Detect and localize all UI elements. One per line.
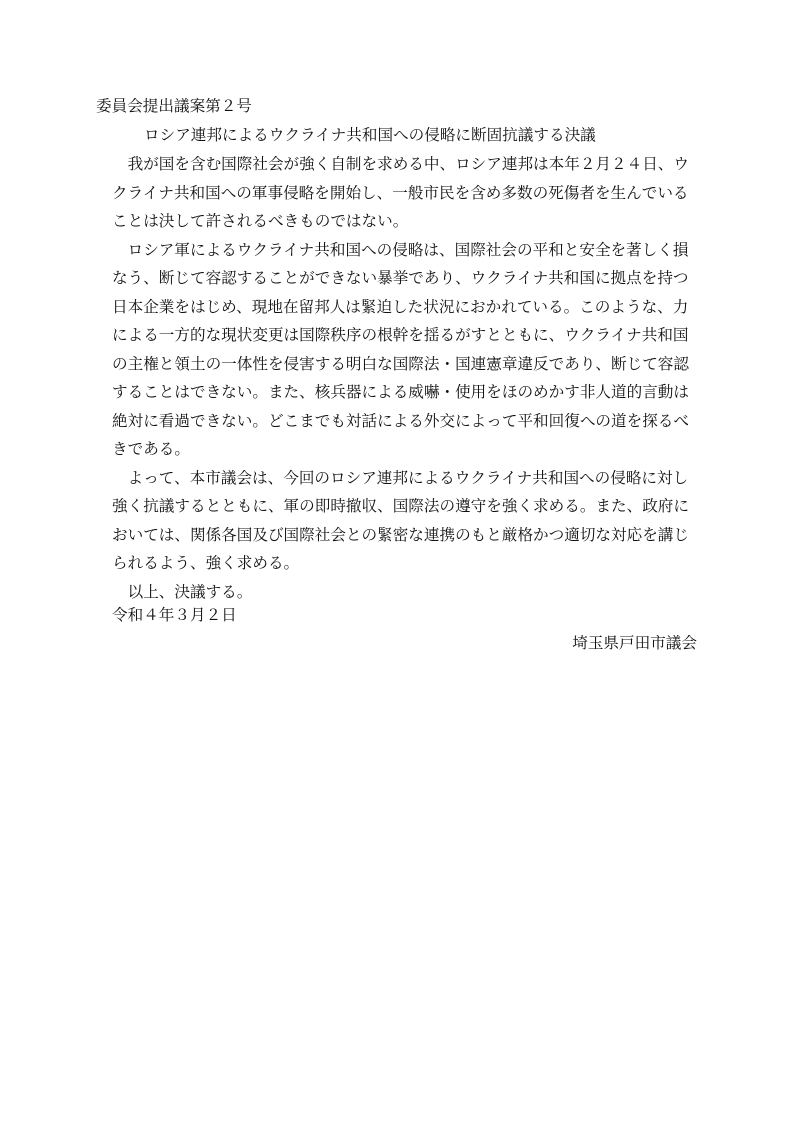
paragraph-2-line-8: きである。: [112, 440, 190, 458]
paragraph-4-line-1: 以上、決議する。: [112, 583, 253, 601]
resolution-date: 令和４年３月２日: [112, 606, 237, 624]
paragraph-2-line-2: なう、断じて容認することができない暴挙であり、ウクライナ共和国に拠点を持つ: [112, 269, 689, 287]
paragraph-1-line-2: クライナ共和国への軍事侵略を開始し、一般市民を含め多数の死傷者を生んでいる: [112, 184, 689, 202]
issuing-council: 埼玉県戸田市議会: [572, 634, 697, 652]
document-number: 委員会提出議案第２号: [96, 97, 252, 115]
paragraph-2-line-1: ロシア軍によるウクライナ共和国への侵略は、国際社会の平和と安全を著しく損: [112, 241, 689, 259]
paragraph-3-line-1: よって、本市議会は、今回のロシア連邦によるウクライナ共和国への侵略に対し: [112, 469, 689, 487]
paragraph-1-line-3: ことは決して許されるべきものではない。: [112, 212, 409, 230]
paragraph-2-line-4: による一方的な現状変更は国際秩序の根幹を揺るがすとともに、ウクライナ共和国: [112, 326, 689, 344]
paragraph-2-line-3: 日本企業をはじめ、現地在留邦人は緊迫した状況におかれている。このような、力: [112, 298, 689, 316]
paragraph-3-line-4: られるよう、強く求める。: [112, 554, 300, 572]
paragraph-2-line-7: 絶対に看過できない。どこまでも対話による外交によって平和回復への道を探るべ: [112, 412, 689, 430]
paragraph-2-line-6: することはできない。また、核兵器による威嚇・使用をほのめかす非人道的言動は: [112, 383, 689, 401]
paragraph-3-line-2: 強く抗議するとともに、軍の即時撤収、国際法の遵守を強く求める。また、政府に: [112, 497, 689, 515]
paragraph-2-line-5: の主権と領土の一体性を侵害する明白な国際法・国連憲章違反であり、断じて容認: [112, 355, 689, 373]
paragraph-3-line-3: おいては、関係各国及び国際社会との緊密な連携のもと厳格かつ適切な対応を講じ: [112, 526, 689, 544]
document-title: ロシア連邦によるウクライナ共和国への侵略に断固抗議する決議: [144, 126, 596, 144]
paragraph-1-line-1: 我が国を含む国際社会が強く自制を求める中、ロシア連邦は本年２月２４日、ウ: [112, 155, 689, 173]
